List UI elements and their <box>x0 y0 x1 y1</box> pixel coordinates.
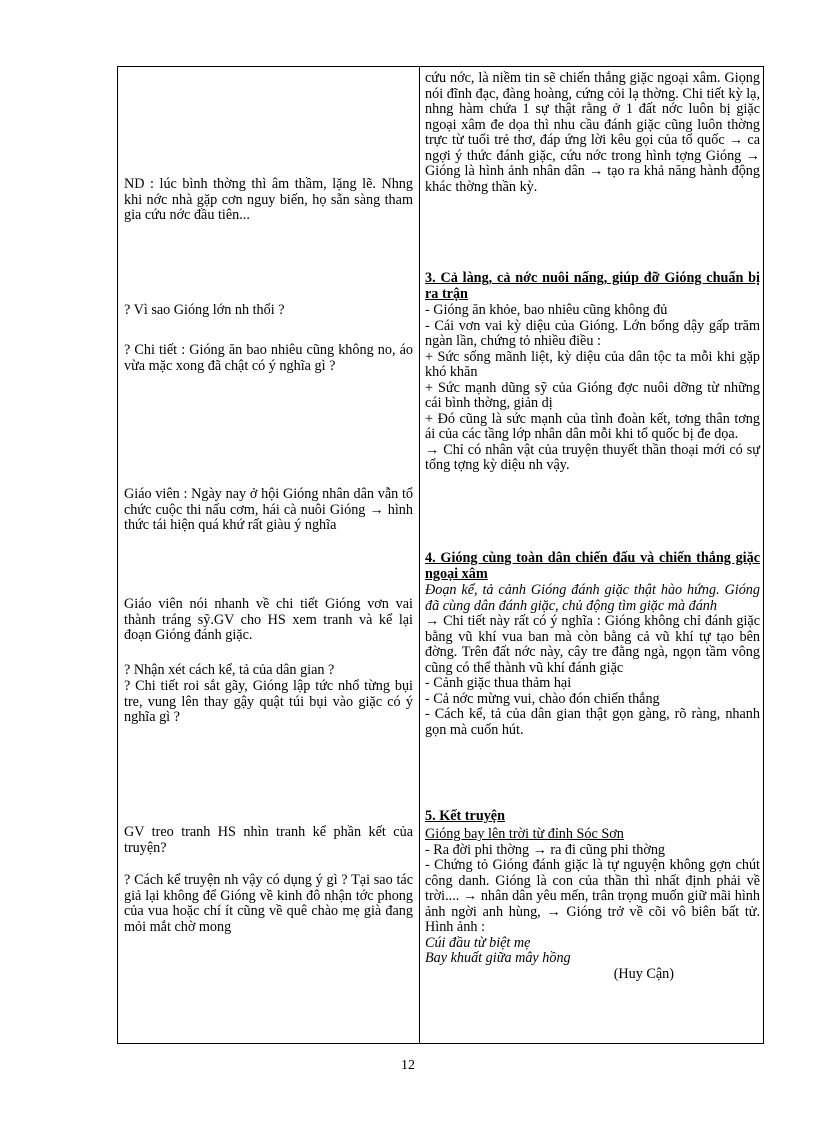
section-5-title: 5. Kết truyện <box>425 808 505 824</box>
question-ending: ? Cách kể truyện nh vậy có dụng ý gì ? Tại sao tác giả lại không để Gióng về kinh đô nhận tớc phong của vua hoặc chí ít cũng về quê chào mẹ già đang mỏi mắt chờ mong <box>124 872 413 935</box>
bullet: - Cái vơn vai kỳ diệu của Gióng. Lớn bổng dậy gấp trăm ngàn lần, chứng tỏ nhiều điều : <box>425 317 760 349</box>
bullet: - Cảnh giặc thua thảm hại <box>425 675 572 691</box>
poem-line: Bay khuất giữa mây hồng <box>425 950 571 966</box>
column-divider <box>419 67 420 1043</box>
bullet: → Chỉ có nhân vật của truyện thuyết thần thoại mới có sự tổng tợng kỳ diệu nh vậy. <box>425 441 760 473</box>
section-5-body <box>425 827 760 982</box>
bullet: - Cả nớc mừng vui, chào đón chiến thắng <box>425 690 660 707</box>
bullet: + Sức sống mãnh liệt, kỳ diệu của dân tộc ta mỗi khi gặp khó khăn <box>425 348 760 380</box>
section-5-heading <box>425 809 760 825</box>
underlined-line: Gióng bay lên trời từ đỉnh Sóc Sơn <box>425 826 624 842</box>
section-3-body <box>425 303 760 474</box>
teacher-note-festival: Giáo viên : Ngày nay ở hội Gióng nhân dân vẫn tổ chức cuộc thi nấu cơm, hái cà nuôi Gióng → hình thức tái hiện quá khứ rất giàu ý nghĩa <box>124 486 413 533</box>
section-4-title: 4. Gióng cùng toàn dân chiến đấu và chiến thắng giặc ngoại xâm <box>425 550 760 582</box>
paragraph-intro: cứu nớc, là niềm tin sẽ chiến thắng giặc ngoại xâm. Giọng nói đĩnh đạc, đàng hoàng, cứng cỏi lạ thờng. Chi tiết kỳ lạ, nhng hàm chứa 1 sự thật rằng ở 1 đất nớc luôn bị giặc ngoại xâm đe dọa thì nhu cầu đánh giặc cũng luôn thờng trực từ tuổi trẻ thơ, đáp ứng lời kêu gọi của tổ quốc → ca ngợi ý thức đánh giặc, cứu nớc trong hình tợng Gióng → Gióng là hình ảnh nhân dân → tạo ra khả năng hành động khác thờng thần kỳ. <box>425 70 760 195</box>
section-3-title: 3. Cả làng, cả nớc nuôi nấng, giúp đỡ Gióng chuẩn bị ra trận <box>425 270 760 302</box>
question-growth: ? Vì sao Gióng lớn nh thổi ? <box>124 302 285 318</box>
section-4-heading <box>425 551 760 582</box>
content-table <box>117 66 764 1044</box>
page-number: 12 <box>401 1058 415 1073</box>
section-3-heading <box>425 271 760 302</box>
bullet: - Gióng ăn khỏe, bao nhiêu cũng không đủ <box>425 302 668 318</box>
poem-line: Cúi đầu từ biệt mẹ <box>425 934 531 951</box>
bullet: + Sức mạnh dũng sỹ của Gióng đợc nuôi dỡng từ những cái bình thờng, giản dị <box>425 379 760 411</box>
italic-paragraph: Đoạn kể, tả cảnh Gióng đánh giặc thật hào hứng. Gióng đã cùng dân đánh giặc, chủ động tìm giặc mà đánh <box>425 582 760 614</box>
bullet: + Đó cũng là sức mạnh của tình đoàn kết, tơng thân tơng ái của các tầng lớp nhân dân mỗi khi tổ quốc bị đe dọa. <box>425 410 760 442</box>
bullet: → Chi tiết này rất có ý nghĩa : Gióng không chỉ đánh giặc bằng vũ khí vua ban mà còn bằng cả vũ khí tự tạo bên đờng. Trên đất nớc này, cây tre đằng ngà, ngọn tầm vông cũng có thể thành vũ khí đánh giặc <box>425 613 760 676</box>
poem-author: (Huy Cận) <box>613 965 674 982</box>
teacher-note-fight: Giáo viên nói nhanh về chi tiết Gióng vơn vai thành tráng sỹ.GV cho HS xem tranh và kể lại đoạn Gióng đánh giặc. <box>124 596 413 643</box>
section-4-body <box>425 583 760 738</box>
question-narration: ? Nhận xét cách kể, tả của dân gian ? <box>124 662 335 678</box>
question-eating: ? Chi tiết : Gióng ăn bao nhiêu cũng không no, áo vừa mặc xong đã chật có ý nghĩa gì ? <box>124 342 413 374</box>
teacher-note-ending: GV treo tranh HS nhìn tranh kể phần kết của truyện? <box>124 824 413 856</box>
nd-note: ND : lúc bình thờng thì âm thầm, lặng lẽ. Nhng khi nớc nhà gặp cơn nguy biến, họ sẵn sàng tham gia cứu nớc đầu tiên... <box>124 176 413 223</box>
bullet: - Chứng tỏ Gióng đánh giặc là tự nguyện không gợn chút công danh. Gióng là con của thần thì nhất định phải về trời.... → nhân dân yêu mến, trân trọng muốn giữ mãi hình ảnh ngời anh hùng, → Gióng trở về cõi vô biên bất tử. Hình ảnh : <box>425 857 760 935</box>
bullet: - Cách kể, tả của dân gian thật gọn gàng, rõ ràng, nhanh gọn mà cuốn hút. <box>425 706 760 738</box>
bullet: - Ra đời phi thờng → ra đi cũng phi thờng <box>425 841 666 858</box>
question-bamboo: ? Chi tiết roi sắt gãy, Gióng lập tức nhổ từng bụi tre, vung lên thay gậy quật túi bụi vào giặc có ý nghĩa gì ? <box>124 678 413 725</box>
